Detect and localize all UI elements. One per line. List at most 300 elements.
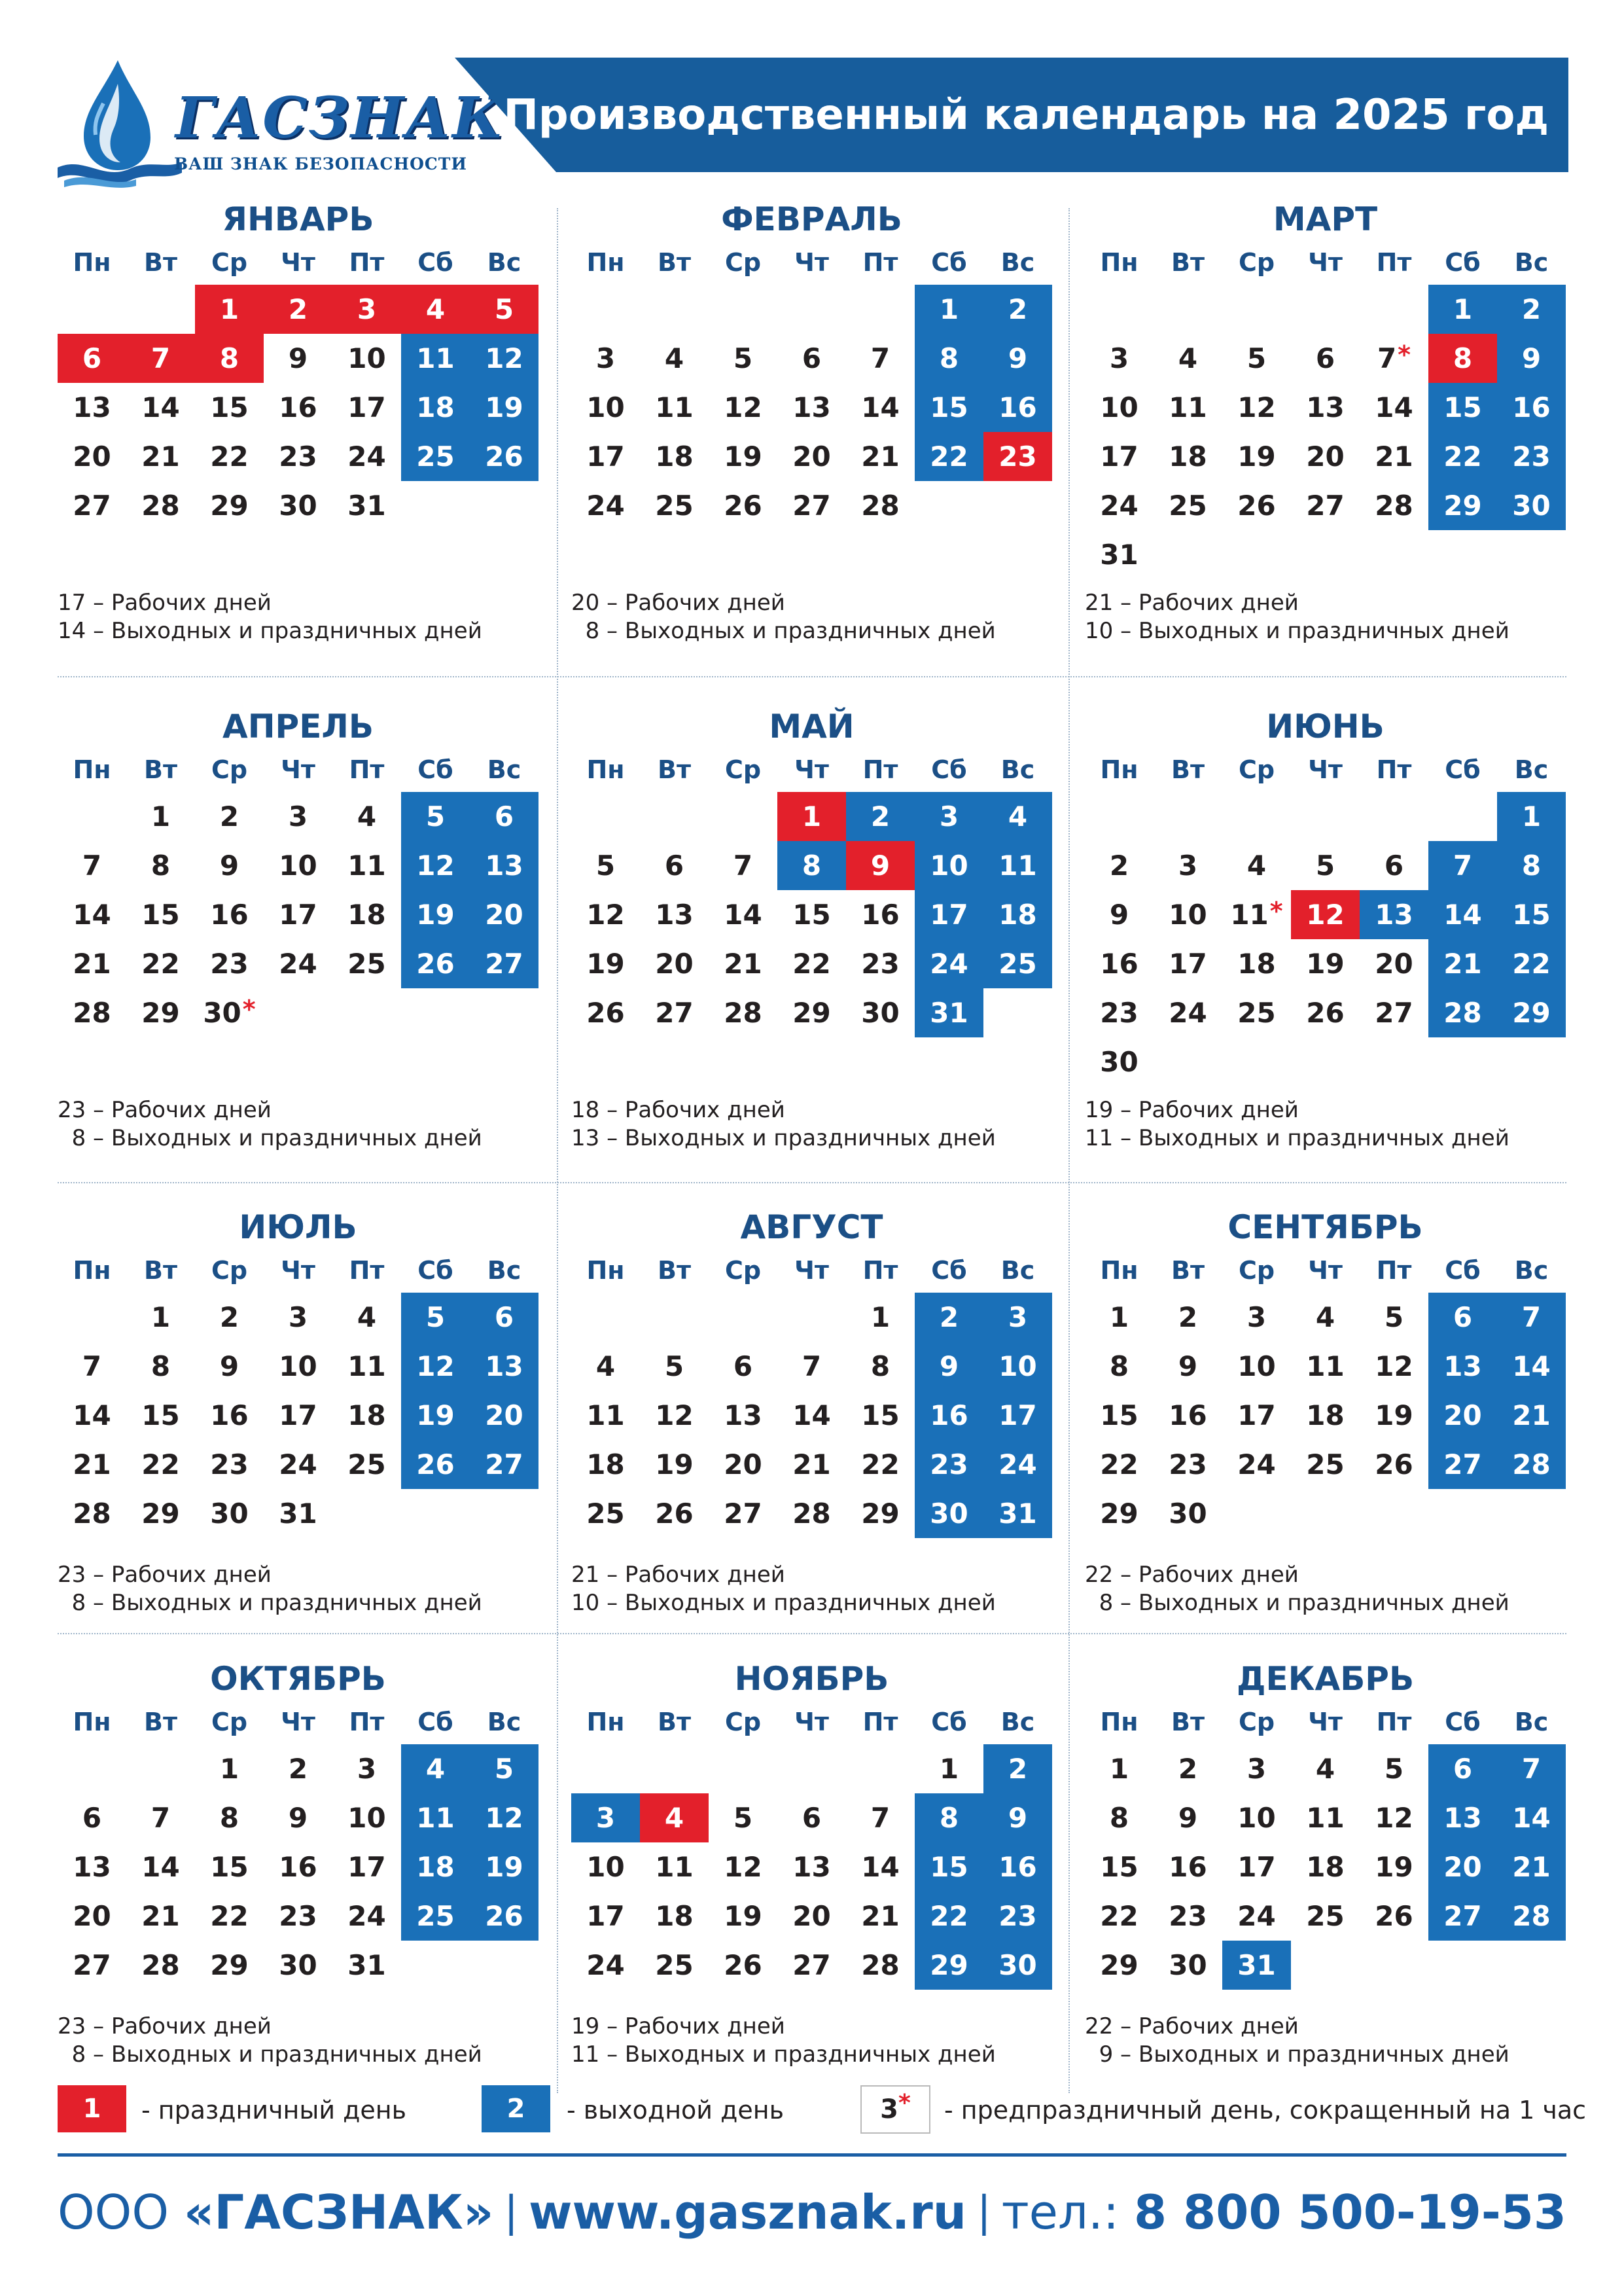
day-cell — [1291, 1391, 1360, 1440]
weekday-header: Сб — [417, 248, 453, 277]
day-number: 15 — [1100, 1399, 1139, 1431]
weekday-header: Вт — [1171, 248, 1205, 277]
day-cell — [640, 481, 709, 530]
day-cell — [332, 792, 401, 841]
day-number: 2 — [870, 800, 891, 833]
day-number: 19 — [724, 440, 762, 473]
day-number: 4 — [664, 1802, 684, 1834]
day-number: 18 — [1169, 440, 1207, 473]
day-number: 27 — [1306, 490, 1345, 522]
day-number: 30 — [1169, 1949, 1207, 1981]
working-days-count: 19 – Рабочих дней — [571, 2013, 785, 2039]
day-number: 5 — [1384, 1301, 1404, 1333]
day-cell — [1222, 432, 1291, 481]
company-prefix: ООО — [58, 2185, 184, 2240]
day-number: 28 — [1443, 997, 1482, 1029]
day-cell — [983, 1440, 1052, 1489]
day-cell — [1291, 481, 1360, 530]
day-number: 24 — [586, 490, 625, 522]
day-cell — [1154, 334, 1222, 383]
day-cell — [983, 1391, 1052, 1440]
day-cell — [709, 334, 777, 383]
day-cell — [332, 1391, 401, 1440]
weekday-header: Пн — [73, 1256, 111, 1285]
day-number: 23 — [861, 948, 900, 980]
legend-holiday-text: - праздничный день — [141, 2096, 407, 2125]
day-number: 9 — [219, 1350, 239, 1382]
day-number: 28 — [1375, 490, 1413, 522]
day-number: 20 — [1443, 1399, 1482, 1431]
day-number: 27 — [1443, 1448, 1482, 1480]
day-cell — [58, 1342, 126, 1391]
day-cell — [983, 334, 1052, 383]
day-cell — [1222, 1440, 1291, 1489]
day-cell — [264, 432, 332, 481]
month-calendar — [571, 1662, 1052, 2121]
day-number: 14 — [861, 1851, 900, 1883]
day-number: 14 — [792, 1399, 831, 1431]
day-cell — [264, 334, 332, 383]
day-cell — [1497, 1842, 1566, 1892]
day-cell — [846, 841, 915, 890]
day-number: 25 — [416, 440, 455, 473]
day-cell — [1085, 1342, 1154, 1391]
day-number: 1 — [219, 1753, 239, 1785]
day-number: 20 — [1375, 948, 1413, 980]
day-number: 24 — [1237, 1900, 1276, 1932]
day-cell — [1291, 890, 1360, 939]
day-cell — [640, 890, 709, 939]
day-number: 2 — [219, 800, 239, 833]
day-cell — [1497, 939, 1566, 988]
month-summary — [1085, 1561, 1509, 1617]
day-number: 24 — [586, 1949, 625, 1981]
day-number: 13 — [792, 1851, 831, 1883]
day-cell — [401, 432, 470, 481]
day-cell — [846, 890, 915, 939]
day-number: 26 — [485, 1900, 523, 1932]
day-number: 13 — [655, 899, 694, 931]
phone-number[interactable]: 8 800 500-19-53 — [1134, 2185, 1566, 2240]
day-cell — [126, 792, 195, 841]
weekday-header: Сб — [417, 1708, 453, 1736]
day-number: 21 — [861, 1900, 900, 1932]
day-cell — [571, 1793, 640, 1842]
day-number: 28 — [141, 490, 180, 522]
day-number: 4 — [425, 1753, 446, 1785]
day-cell — [1154, 841, 1222, 890]
day-cell — [332, 1342, 401, 1391]
day-cell — [58, 1391, 126, 1440]
day-number: 18 — [347, 899, 386, 931]
day-cell — [777, 1440, 846, 1489]
legend — [0, 2085, 1624, 2134]
day-number: 30 — [998, 1949, 1037, 1981]
day-cell — [470, 432, 538, 481]
legend-pre-holiday-swatch — [860, 2085, 930, 2134]
day-cell — [1085, 890, 1154, 939]
days-off-count: 8 – Выходных и праздничных дней — [1085, 1590, 1509, 1616]
day-number: 21 — [141, 440, 180, 473]
weekday-header: Вс — [1514, 248, 1549, 277]
day-number: 20 — [655, 948, 694, 980]
day-number: 30 — [861, 997, 900, 1029]
day-cell — [264, 1293, 332, 1342]
phone-label: тел.: — [1001, 2185, 1134, 2240]
day-number: 25 — [347, 1448, 386, 1480]
day-cell — [1291, 1744, 1360, 1793]
day-number: 8 — [802, 850, 822, 882]
day-cell — [195, 432, 264, 481]
day-number: 13 — [485, 850, 523, 882]
month-summary — [58, 2013, 482, 2069]
day-cell — [126, 432, 195, 481]
day-number: 14 — [1375, 391, 1413, 423]
company-logo — [58, 58, 505, 188]
month-title: ЯНВАРЬ — [222, 200, 374, 238]
day-cell — [58, 1440, 126, 1489]
day-cell — [401, 1293, 470, 1342]
day-number: 8 — [939, 1802, 959, 1834]
weekday-header: Вс — [1000, 1708, 1035, 1736]
day-cell — [1497, 285, 1566, 334]
day-cell — [983, 1342, 1052, 1391]
day-number: 18 — [1306, 1851, 1345, 1883]
day-number: 15 — [210, 391, 249, 423]
day-number: 26 — [485, 440, 523, 473]
day-number: 7 — [82, 850, 102, 882]
day-number: 21 — [1443, 948, 1482, 980]
month-title: АВГУСТ — [740, 1208, 883, 1246]
working-days-count: 22 – Рабочих дней — [1085, 2013, 1299, 2039]
day-number: 27 — [792, 1949, 831, 1981]
day-number: 8 — [219, 342, 239, 374]
day-number: 18 — [347, 1399, 386, 1431]
day-cell — [264, 890, 332, 939]
day-number: 30 — [210, 1498, 249, 1530]
day-number: 4 — [1178, 342, 1198, 374]
month-summary — [58, 589, 482, 645]
day-cell — [915, 890, 983, 939]
day-cell — [126, 939, 195, 988]
weekday-header: Чт — [281, 248, 315, 277]
day-cell — [1085, 432, 1154, 481]
day-cell — [58, 1842, 126, 1892]
day-number: 23 — [998, 1900, 1037, 1932]
day-cell — [915, 1941, 983, 1990]
month-calendar — [58, 710, 538, 1168]
day-number: 23 — [279, 440, 317, 473]
day-cell — [983, 1892, 1052, 1941]
working-days-count: 22 – Рабочих дней — [1085, 1562, 1299, 1588]
weekday-header: Сб — [417, 1256, 453, 1285]
day-number: 5 — [733, 1802, 753, 1834]
day-cell — [640, 988, 709, 1037]
days-off-count: 14 – Выходных и праздничных дней — [58, 618, 482, 644]
day-number: 29 — [141, 1498, 180, 1530]
day-cell — [915, 1342, 983, 1391]
day-number: 11 — [586, 1399, 625, 1431]
day-number: 6 — [1453, 1301, 1473, 1333]
day-cell — [640, 1342, 709, 1391]
day-cell — [571, 1892, 640, 1941]
day-number: 6 — [494, 800, 514, 833]
day-number: 27 — [73, 1949, 111, 1981]
weekday-header: Пн — [586, 1256, 625, 1285]
day-number: 7 — [1453, 850, 1473, 882]
footer-rule — [58, 2153, 1566, 2157]
day-number: 27 — [1375, 997, 1413, 1029]
day-cell — [640, 939, 709, 988]
day-number: 6 — [802, 1802, 822, 1834]
weekday-header: Ср — [211, 248, 248, 277]
day-cell — [1222, 1342, 1291, 1391]
day-cell — [58, 841, 126, 890]
day-number: 11 — [416, 342, 455, 374]
day-number: 16 — [1512, 391, 1551, 423]
day-cell — [401, 841, 470, 890]
day-cell — [195, 1489, 264, 1538]
day-number: 9 — [1178, 1350, 1198, 1382]
day-cell — [846, 792, 915, 841]
day-cell — [777, 383, 846, 432]
day-cell — [58, 383, 126, 432]
day-cell — [470, 383, 538, 432]
day-number: 1 — [1109, 1301, 1129, 1333]
day-number: 25 — [1169, 490, 1207, 522]
day-cell — [915, 1842, 983, 1892]
brand-name: ГАСЗНАК — [175, 85, 505, 151]
day-cell — [846, 1941, 915, 1990]
day-number: 7 — [870, 342, 891, 374]
day-cell — [983, 383, 1052, 432]
day-cell — [126, 1391, 195, 1440]
weekday-header: Сб — [931, 1708, 967, 1736]
day-cell — [709, 890, 777, 939]
day-number: 13 — [1443, 1350, 1482, 1382]
day-number: 28 — [73, 1498, 111, 1530]
day-cell — [1222, 1941, 1291, 1990]
weekday-header: Вс — [1514, 755, 1549, 784]
day-cell — [983, 1941, 1052, 1990]
day-cell — [126, 1489, 195, 1538]
day-number: 20 — [792, 1900, 831, 1932]
day-number: 14 — [1512, 1802, 1551, 1834]
day-cell — [332, 1842, 401, 1892]
day-number: 19 — [1375, 1851, 1413, 1883]
weekday-header: Ср — [1238, 248, 1275, 277]
day-cell — [470, 1892, 538, 1941]
day-cell — [264, 841, 332, 890]
month-calendar — [58, 1208, 538, 1669]
day-cell — [777, 841, 846, 890]
day-number: 4 — [425, 293, 446, 325]
day-number: 20 — [73, 1900, 111, 1932]
day-cell — [846, 988, 915, 1037]
day-cell — [709, 1793, 777, 1842]
day-number: 17 — [930, 899, 968, 931]
day-cell — [1497, 432, 1566, 481]
day-number: 5 — [494, 293, 514, 325]
day-number: 16 — [998, 1851, 1037, 1883]
day-cell — [983, 1842, 1052, 1892]
website-link[interactable]: www.gasznak.ru — [529, 2185, 967, 2240]
day-number: 22 — [1512, 948, 1551, 980]
day-number: 8 — [219, 1802, 239, 1834]
month-title: ФЕВРАЛЬ — [721, 200, 902, 238]
day-cell — [58, 1892, 126, 1941]
month-calendar — [1085, 1208, 1566, 1669]
day-cell — [1085, 530, 1154, 579]
day-number: 22 — [792, 948, 831, 980]
day-number: 17 — [347, 1851, 386, 1883]
day-cell — [1497, 481, 1566, 530]
day-cell — [195, 334, 264, 383]
day-number: 21 — [73, 948, 111, 980]
day-cell — [571, 841, 640, 890]
day-cell — [571, 1489, 640, 1538]
day-cell — [777, 988, 846, 1037]
water-drop-icon — [58, 58, 188, 188]
day-number: 19 — [586, 948, 625, 980]
day-cell — [470, 1293, 538, 1342]
day-cell — [126, 1842, 195, 1892]
day-number: 14 — [1512, 1350, 1551, 1382]
footer — [58, 2179, 1566, 2245]
day-number: 20 — [724, 1448, 762, 1480]
day-cell — [915, 1744, 983, 1793]
day-number: 7 — [1377, 342, 1397, 374]
weekday-header: Пт — [862, 1708, 898, 1736]
day-cell — [1360, 1892, 1428, 1941]
day-cell — [709, 841, 777, 890]
day-cell — [1428, 1293, 1497, 1342]
day-number: 2 — [288, 1753, 308, 1785]
day-number: 7 — [1521, 1753, 1542, 1785]
day-number: 8 — [150, 850, 171, 882]
weekday-header: Пт — [349, 1708, 385, 1736]
day-number: 16 — [279, 1851, 317, 1883]
days-off-count: 8 – Выходных и праздничных дней — [58, 1590, 482, 1616]
day-number: 21 — [1512, 1851, 1551, 1883]
day-cell — [1497, 1793, 1566, 1842]
day-number: 7 — [150, 342, 171, 374]
day-number: 4 — [1315, 1301, 1335, 1333]
day-cell — [983, 1744, 1052, 1793]
day-cell — [264, 1892, 332, 1941]
day-cell — [1085, 1744, 1154, 1793]
day-number: 18 — [416, 1851, 455, 1883]
day-number: 28 — [724, 997, 762, 1029]
day-cell — [195, 841, 264, 890]
day-cell — [1222, 1391, 1291, 1440]
day-cell — [1154, 1744, 1222, 1793]
day-cell — [264, 285, 332, 334]
day-cell: 30 * — [203, 994, 256, 1029]
day-cell — [264, 1391, 332, 1440]
weekday-header: Пн — [73, 248, 111, 277]
day-cell — [1497, 841, 1566, 890]
day-number: 31 — [1237, 1949, 1276, 1981]
day-cell — [1360, 1391, 1428, 1440]
day-cell — [195, 1440, 264, 1489]
day-number: 24 — [279, 1448, 317, 1480]
day-number: 18 — [1237, 948, 1276, 980]
working-days-count: 23 – Рабочих дней — [58, 1097, 272, 1123]
day-number: 19 — [724, 1900, 762, 1932]
weekday-header: Пт — [1376, 248, 1412, 277]
weekday-header: Ср — [211, 755, 248, 784]
weekday-header: Сб — [1445, 755, 1481, 784]
day-cell — [1497, 1391, 1566, 1440]
day-cell — [915, 841, 983, 890]
day-cell — [1291, 1440, 1360, 1489]
day-number: 1 — [1521, 800, 1542, 833]
day-number: 13 — [485, 1350, 523, 1382]
day-number: 27 — [724, 1498, 762, 1530]
day-cell — [846, 383, 915, 432]
day-cell — [1428, 988, 1497, 1037]
weekday-header: Чт — [281, 755, 315, 784]
weekday-header: Пн — [1100, 248, 1139, 277]
days-off-count: 8 – Выходных и праздничных дней — [571, 618, 996, 644]
day-cell — [126, 1941, 195, 1990]
day-number: 10 — [586, 1851, 625, 1883]
month-calendar — [571, 200, 1052, 661]
day-cell — [195, 383, 264, 432]
day-number: 9 — [870, 850, 891, 882]
month-title: ИЮНЬ — [1266, 708, 1385, 745]
day-number: 23 — [1169, 1900, 1207, 1932]
day-cell — [571, 432, 640, 481]
weekday-header: Ср — [211, 1256, 248, 1285]
day-cell — [1360, 1793, 1428, 1842]
day-number: 12 — [1237, 391, 1276, 423]
day-number: 21 — [724, 948, 762, 980]
weekday-header: Вт — [144, 248, 177, 277]
day-number: 11 — [998, 850, 1037, 882]
weekday-header: Чт — [794, 248, 829, 277]
day-cell — [1291, 383, 1360, 432]
day-cell — [1085, 1391, 1154, 1440]
weekday-header: Чт — [1308, 1708, 1343, 1736]
day-cell — [470, 1440, 538, 1489]
day-cell — [1085, 334, 1154, 383]
day-cell — [58, 432, 126, 481]
day-cell — [777, 1892, 846, 1941]
day-cell — [983, 792, 1052, 841]
day-number: 11 — [1230, 899, 1269, 931]
day-cell — [195, 285, 264, 334]
day-number: 31 — [347, 1949, 386, 1981]
weekday-header: Пт — [862, 755, 898, 784]
day-number: 14 — [1443, 899, 1482, 931]
days-off-count: 8 – Выходных и праздничных дней — [58, 2041, 482, 2068]
day-cell — [332, 1793, 401, 1842]
day-number: 15 — [210, 1851, 249, 1883]
day-cell — [846, 1440, 915, 1489]
day-number: 4 — [664, 342, 684, 374]
day-cell — [915, 1489, 983, 1538]
day-number: 22 — [930, 440, 968, 473]
weekday-header: Чт — [1308, 755, 1343, 784]
day-number: 5 — [1384, 1753, 1404, 1785]
day-cell — [1428, 432, 1497, 481]
day-number: 9 — [939, 1350, 959, 1382]
day-number: 17 — [998, 1399, 1037, 1431]
day-number: 22 — [1100, 1900, 1139, 1932]
day-number: 16 — [279, 391, 317, 423]
